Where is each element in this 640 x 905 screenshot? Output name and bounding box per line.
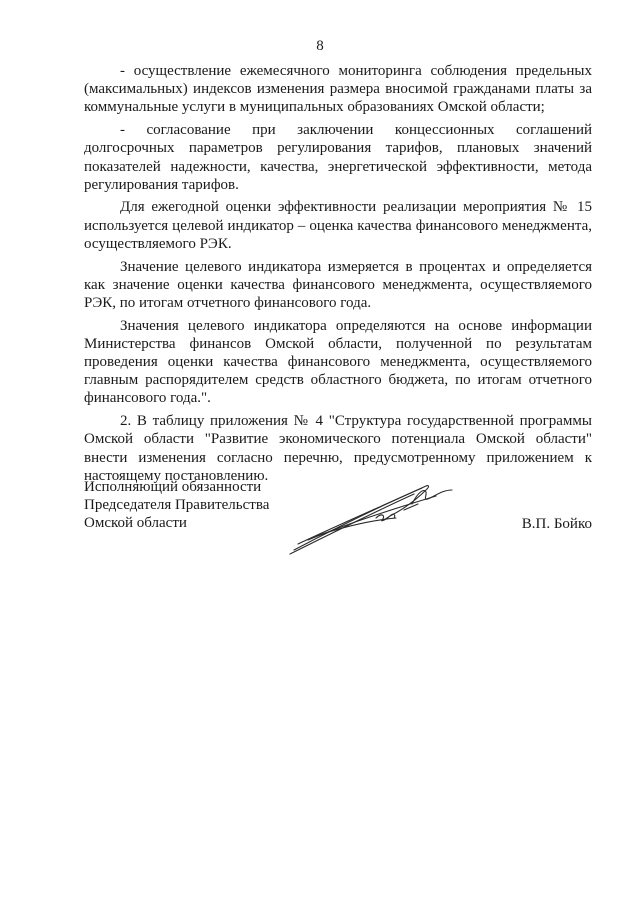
paragraph-indicator-measure: Значение целевого индикатора измеряется в процентах и определяется как значение оценки качества финансового менеджмента, осуществляемого РЭК, по итогам отчетного финансового года.: [84, 258, 592, 311]
paragraph-table-amendment: 2. В таблицу приложения № 4 "Структура государственной программы Омской области "Развитие экономического потенциала Омской области" внести изменения согласно перечню, предусмотренному приложением к настоящему постановлению.: [84, 413, 592, 484]
paragraph-indicator-source: Значения целевого индикатора определяются на основе информации Министерства финансов Омской области, полученной по результатам проведения оценки качества финансового менеджмента, осуществляемого главным распорядителем средств областного бюджета, по итогам отчетного финансового года.".: [84, 317, 592, 407]
paragraph-indicator: Для ежегодной оценки эффективности реализации мероприятия № 15 используется целевой индикатор – оценка качества финансового менеджмента, осуществляемого РЭК.: [84, 199, 592, 252]
paragraph-monitoring: - осуществление ежемесячного мониторинга соблюдения предельных (максимальных) индексов изменения размера вносимой гражданами платы за коммунальные услуги в муниципальных образованиях Омской области;: [84, 63, 592, 116]
paragraph-concession: - согласование при заключении концессионных соглашений долгосрочных параметров регулирования тарифов, плановых значений показателей надежности, качества, энергетической эффективности, метода регулирования тарифов.: [84, 122, 592, 193]
signer-title-line: Председателя Правительства: [84, 497, 270, 514]
document-body: [84, 62, 592, 489]
signer-title-line: Омской области: [84, 515, 187, 532]
handwritten-signature: [286, 480, 456, 560]
signer-name: В.П. Бойко: [521, 516, 592, 532]
page-number: 8: [316, 38, 324, 54]
signer-title-line: Исполняющий обязанности: [84, 479, 262, 495]
